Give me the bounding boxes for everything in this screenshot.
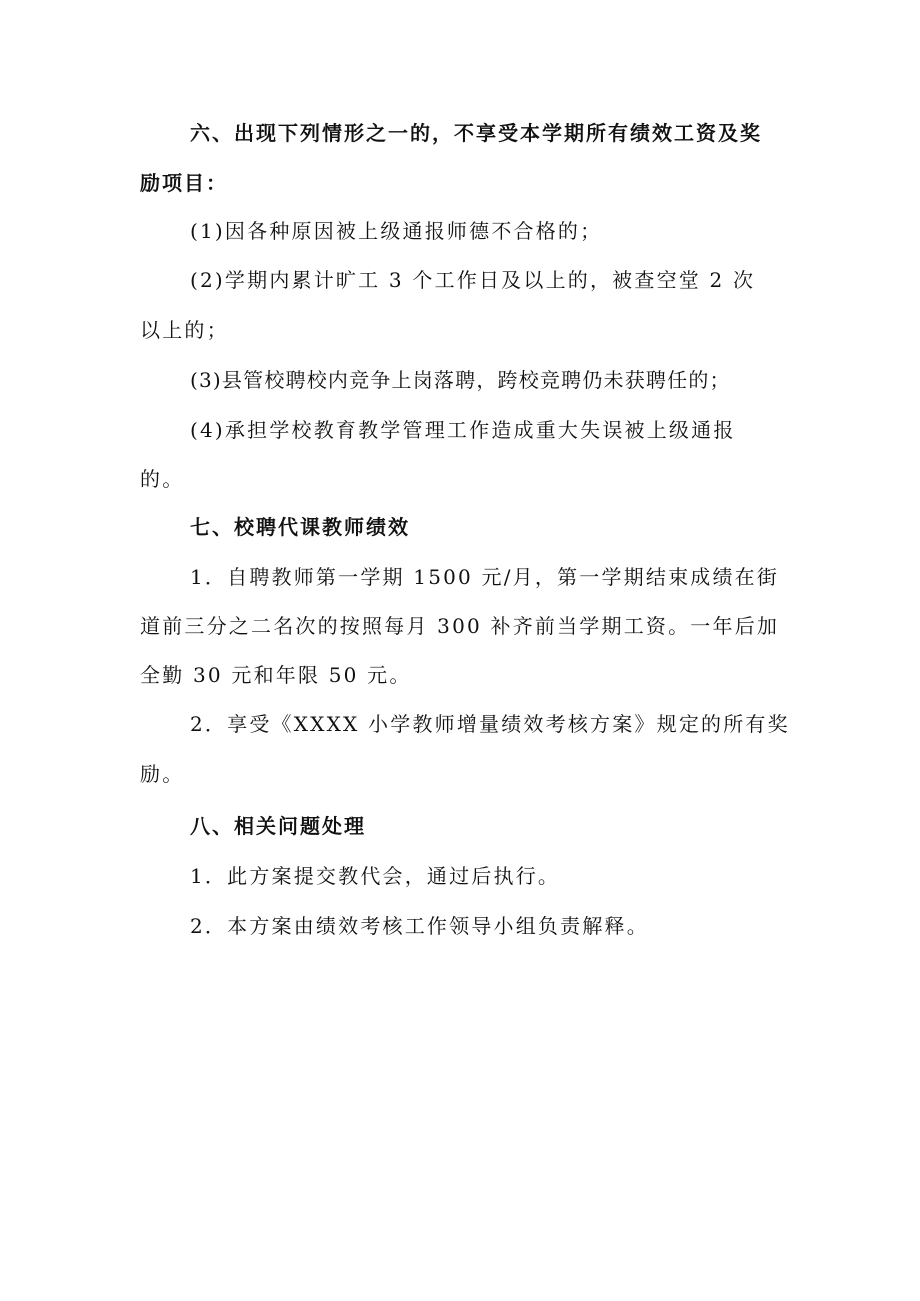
section7-heading: 七、校聘代课教师绩效	[190, 515, 410, 539]
section7-item-1-cont: 道前三分之二名次的按照每月 300 补齐前当学期工资。一年后加	[140, 614, 780, 638]
section7-item-1-cont2: 全勤 30 元和年限 50 元。	[140, 663, 412, 687]
section6-item-2: (2)学期内累计旷工 3 个工作日及以上的，被查空堂 2 次	[190, 268, 756, 292]
section8-item-1: 1．此方案提交教代会，通过后执行。	[190, 864, 561, 888]
section6-item-3: (3)县管校聘校内竞争上岗落聘，跨校竞聘仍未获聘任的；	[190, 368, 731, 392]
section6-item-4-cont: 的。	[140, 467, 185, 491]
section6-heading: 六、出现下列情形之一的，不享受本学期所有绩效工资及奖	[190, 121, 762, 145]
section6-item-2-cont: 以上的；	[140, 318, 229, 342]
section6-item-4: (4)承担学校教育教学管理工作造成重大失误被上级通报	[190, 418, 736, 442]
section8-heading: 八、相关问题处理	[190, 814, 366, 838]
section7-item-2-cont: 励。	[140, 762, 185, 786]
section7-item-2: 2．享受《XXXX 小学教师增量绩效考核方案》规定的所有奖	[190, 712, 790, 736]
section6-item-1: (1)因各种原因被上级通报师德不合格的；	[190, 219, 603, 243]
section7-item-1: 1．自聘教师第一学期 1500 元/月，第一学期结束成绩在街	[190, 565, 780, 589]
section8-item-2: 2．本方案由绩效考核工作领导小组负责解释。	[190, 914, 649, 938]
section6-heading-cont: 励项目：	[140, 171, 228, 195]
